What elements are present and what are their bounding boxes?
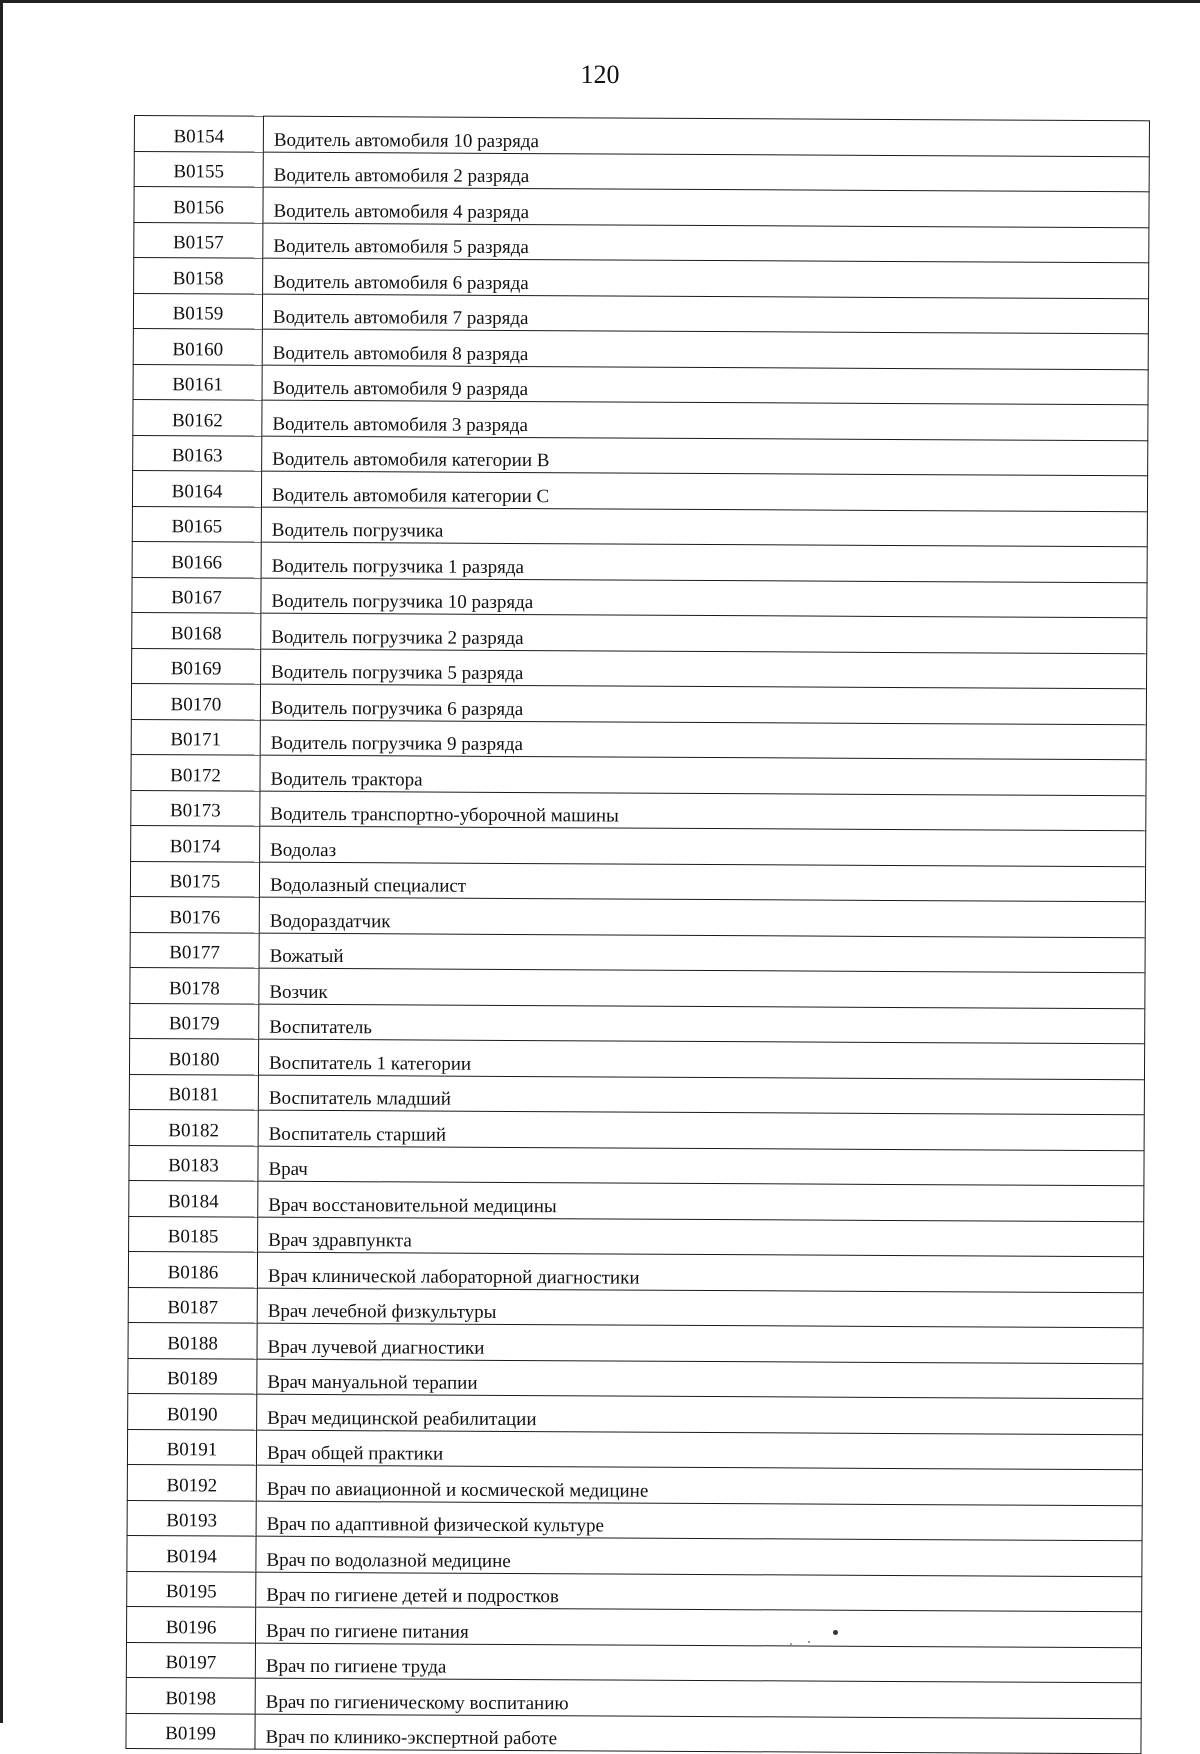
- table-row: [132, 612, 1147, 653]
- occupation-code-cell: B0175: [130, 861, 259, 897]
- occupation-name-cell: Водитель автомобиля 6 разряда: [263, 258, 1149, 298]
- occupation-name-cell: Врач восстановительной медицины: [258, 1181, 1144, 1221]
- occupation-name-cell: Врач лучевой диагностики: [257, 1323, 1143, 1363]
- occupation-code-cell: B0160: [133, 328, 262, 364]
- occupation-name-cell: Воспитатель: [259, 1004, 1145, 1044]
- occupation-name-cell: Водолазный специалист: [259, 862, 1145, 902]
- table-row: [134, 187, 1149, 228]
- occupation-code-cell: B0189: [128, 1358, 257, 1394]
- occupation-name-cell: Возчик: [259, 968, 1145, 1008]
- table-row: [132, 577, 1147, 618]
- page-number: 120: [580, 60, 620, 89]
- table-row: [128, 1287, 1143, 1328]
- occupation-name-cell: Водитель погрузчика 5 разряда: [261, 649, 1147, 689]
- occupation-code-table: [125, 115, 1150, 1754]
- occupation-code-cell: B0162: [133, 399, 262, 435]
- table-row: [127, 1464, 1142, 1505]
- occupation-name-cell: Водитель автомобиля 3 разряда: [262, 400, 1148, 440]
- scan-speck: [790, 1643, 792, 1645]
- occupation-code-cell: B0168: [132, 612, 261, 648]
- occupation-code-cell: B0161: [133, 364, 262, 400]
- occupation-name-cell: Врач по водолазной медицине: [256, 1536, 1142, 1576]
- occupation-code-cell: B0164: [132, 470, 261, 506]
- occupation-code-cell: B0163: [133, 435, 262, 471]
- table-row: [133, 293, 1148, 334]
- occupation-code-cell: B0179: [130, 1003, 259, 1039]
- table-row: [132, 506, 1147, 547]
- table-row: [133, 399, 1148, 440]
- occupation-code-cell: B0192: [127, 1464, 256, 1500]
- scan-speck: [808, 1641, 810, 1643]
- occupation-name-cell: Водитель автомобиля 10 разряда: [263, 116, 1149, 156]
- occupation-code-cell: B0157: [134, 222, 263, 258]
- occupation-code-cell: B0165: [132, 506, 261, 542]
- occupation-code-cell: B0188: [128, 1322, 257, 1358]
- table-row: [127, 1429, 1142, 1470]
- table-row: [130, 932, 1145, 973]
- table-row: [128, 1322, 1143, 1363]
- occupation-code-cell: B0191: [127, 1429, 256, 1465]
- scan-speck: [833, 1630, 838, 1635]
- table-row: [128, 1251, 1143, 1292]
- occupation-table-container: [125, 115, 1150, 1754]
- occupation-name-cell: Врач по адаптивной физической культуре: [256, 1501, 1142, 1541]
- table-row: [126, 1677, 1141, 1718]
- occupation-code-cell: B0154: [134, 116, 263, 152]
- occupation-name-cell: Вожатый: [259, 933, 1145, 973]
- table-row: [132, 648, 1147, 689]
- occupation-name-cell: Врач мануальной терапии: [257, 1359, 1143, 1399]
- occupation-name-cell: Водитель автомобиля 9 разряда: [262, 365, 1148, 405]
- occupation-name-cell: Врач по гигиене питания: [256, 1607, 1142, 1647]
- table-row: [131, 683, 1146, 724]
- occupation-name-cell: Водитель автомобиля 7 разряда: [262, 294, 1148, 334]
- occupation-code-cell: B0187: [128, 1287, 257, 1323]
- table-row: [129, 1038, 1144, 1079]
- occupation-code-cell: B0172: [131, 754, 260, 790]
- occupation-name-cell: Врач: [258, 1146, 1144, 1186]
- occupation-name-cell: Воспитатель старший: [258, 1110, 1144, 1150]
- table-body: [126, 116, 1150, 1754]
- occupation-name-cell: Врач лечебной физкультуры: [257, 1288, 1143, 1328]
- occupation-name-cell: Воспитатель 1 категории: [258, 1039, 1144, 1079]
- occupation-code-cell: B0182: [129, 1109, 258, 1145]
- occupation-code-cell: B0184: [129, 1180, 258, 1216]
- occupation-code-cell: B0199: [126, 1713, 255, 1749]
- occupation-name-cell: Водитель автомобиля категории C: [261, 471, 1147, 511]
- table-row: [131, 719, 1146, 760]
- table-row: [129, 1180, 1144, 1221]
- occupation-name-cell: Водитель погрузчика 6 разряда: [260, 684, 1146, 724]
- occupation-name-cell: Водитель погрузчика 10 разряда: [261, 578, 1147, 618]
- occupation-code-cell: B0198: [126, 1677, 255, 1713]
- occupation-name-cell: Врач общей практики: [256, 1430, 1142, 1470]
- table-row: [126, 1713, 1141, 1754]
- table-row: [131, 754, 1146, 795]
- occupation-code-cell: B0156: [134, 187, 263, 223]
- table-row: [130, 896, 1145, 937]
- occupation-name-cell: Врач по гигиеническому воспитанию: [255, 1678, 1141, 1718]
- occupation-code-cell: B0197: [126, 1642, 255, 1678]
- occupation-code-cell: B0155: [134, 151, 263, 187]
- table-row: [134, 151, 1149, 192]
- occupation-code-cell: B0186: [128, 1251, 257, 1287]
- occupation-code-cell: B0169: [132, 648, 261, 684]
- occupation-name-cell: Врач клинической лабораторной диагностики: [257, 1252, 1143, 1292]
- occupation-code-cell: B0177: [130, 932, 259, 968]
- occupation-code-cell: B0195: [127, 1571, 256, 1607]
- table-row: [130, 861, 1145, 902]
- occupation-code-cell: B0176: [130, 896, 259, 932]
- occupation-name-cell: Водитель автомобиля категории B: [262, 436, 1148, 476]
- scan-edge-top: [0, 0, 1200, 3]
- occupation-name-cell: Водитель погрузчика: [261, 507, 1147, 547]
- occupation-name-cell: Водолаз: [260, 826, 1146, 866]
- occupation-code-cell: B0180: [129, 1038, 258, 1074]
- table-row: [128, 1358, 1143, 1399]
- occupation-name-cell: Водораздатчик: [259, 897, 1145, 937]
- occupation-code-cell: B0190: [128, 1393, 257, 1429]
- occupation-code-cell: B0173: [131, 790, 260, 826]
- occupation-name-cell: Врач по авиационной и космической медицине: [256, 1465, 1142, 1505]
- table-row: [127, 1535, 1142, 1576]
- occupation-name-cell: Врач здравпункта: [258, 1217, 1144, 1257]
- occupation-name-cell: Водитель погрузчика 1 разряда: [261, 542, 1147, 582]
- table-row: [134, 116, 1149, 157]
- occupation-name-cell: Водитель автомобиля 8 разряда: [262, 329, 1148, 369]
- table-row: [126, 1642, 1141, 1683]
- table-row: [129, 1216, 1144, 1257]
- table-row: [129, 1109, 1144, 1150]
- occupation-code-cell: B0194: [127, 1535, 256, 1571]
- table-row: [127, 1500, 1142, 1541]
- occupation-code-cell: B0167: [132, 577, 261, 613]
- occupation-name-cell: Водитель транспортно-уборочной машины: [260, 791, 1146, 831]
- table-row: [127, 1606, 1142, 1647]
- occupation-name-cell: Врач по гигиене детей и подростков: [256, 1572, 1142, 1612]
- occupation-code-cell: B0170: [131, 683, 260, 719]
- occupation-code-cell: B0171: [131, 719, 260, 755]
- occupation-name-cell: Водитель погрузчика 9 разряда: [260, 720, 1146, 760]
- occupation-name-cell: Водитель автомобиля 2 разряда: [263, 152, 1149, 192]
- occupation-name-cell: Воспитатель младший: [258, 1075, 1144, 1115]
- occupation-code-cell: B0196: [127, 1606, 256, 1642]
- table-row: [128, 1393, 1143, 1434]
- occupation-code-cell: B0159: [133, 293, 262, 329]
- table-row: [133, 435, 1148, 476]
- occupation-name-cell: Водитель автомобиля 4 разряда: [263, 187, 1149, 227]
- occupation-code-cell: B0178: [130, 967, 259, 1003]
- occupation-name-cell: Врач по клинико-экспертной работе: [255, 1714, 1141, 1754]
- occupation-code-cell: B0185: [129, 1216, 258, 1252]
- table-row: [131, 825, 1146, 866]
- occupation-code-cell: B0193: [127, 1500, 256, 1536]
- table-row: [129, 1145, 1144, 1186]
- occupation-name-cell: Водитель трактора: [260, 755, 1146, 795]
- table-row: [133, 328, 1148, 369]
- table-row: [134, 222, 1149, 263]
- occupation-code-cell: B0181: [129, 1074, 258, 1110]
- table-row: [130, 1003, 1145, 1044]
- occupation-name-cell: Врач по гигиене труда: [255, 1643, 1141, 1683]
- table-row: [132, 470, 1147, 511]
- scan-edge-left: [0, 0, 3, 1723]
- table-row: [132, 541, 1147, 582]
- table-row: [131, 790, 1146, 831]
- occupation-code-cell: B0166: [132, 541, 261, 577]
- occupation-name-cell: Водитель автомобиля 5 разряда: [263, 223, 1149, 263]
- occupation-name-cell: Врач медицинской реабилитации: [257, 1394, 1143, 1434]
- table-row: [130, 967, 1145, 1008]
- occupation-code-cell: B0174: [131, 825, 260, 861]
- occupation-code-cell: B0158: [134, 258, 263, 294]
- scan-specks: [780, 1625, 840, 1645]
- occupation-name-cell: Водитель погрузчика 2 разряда: [261, 613, 1147, 653]
- table-row: [129, 1074, 1144, 1115]
- table-row: [134, 258, 1149, 299]
- table-row: [133, 364, 1148, 405]
- table-row: [127, 1571, 1142, 1612]
- occupation-code-cell: B0183: [129, 1145, 258, 1181]
